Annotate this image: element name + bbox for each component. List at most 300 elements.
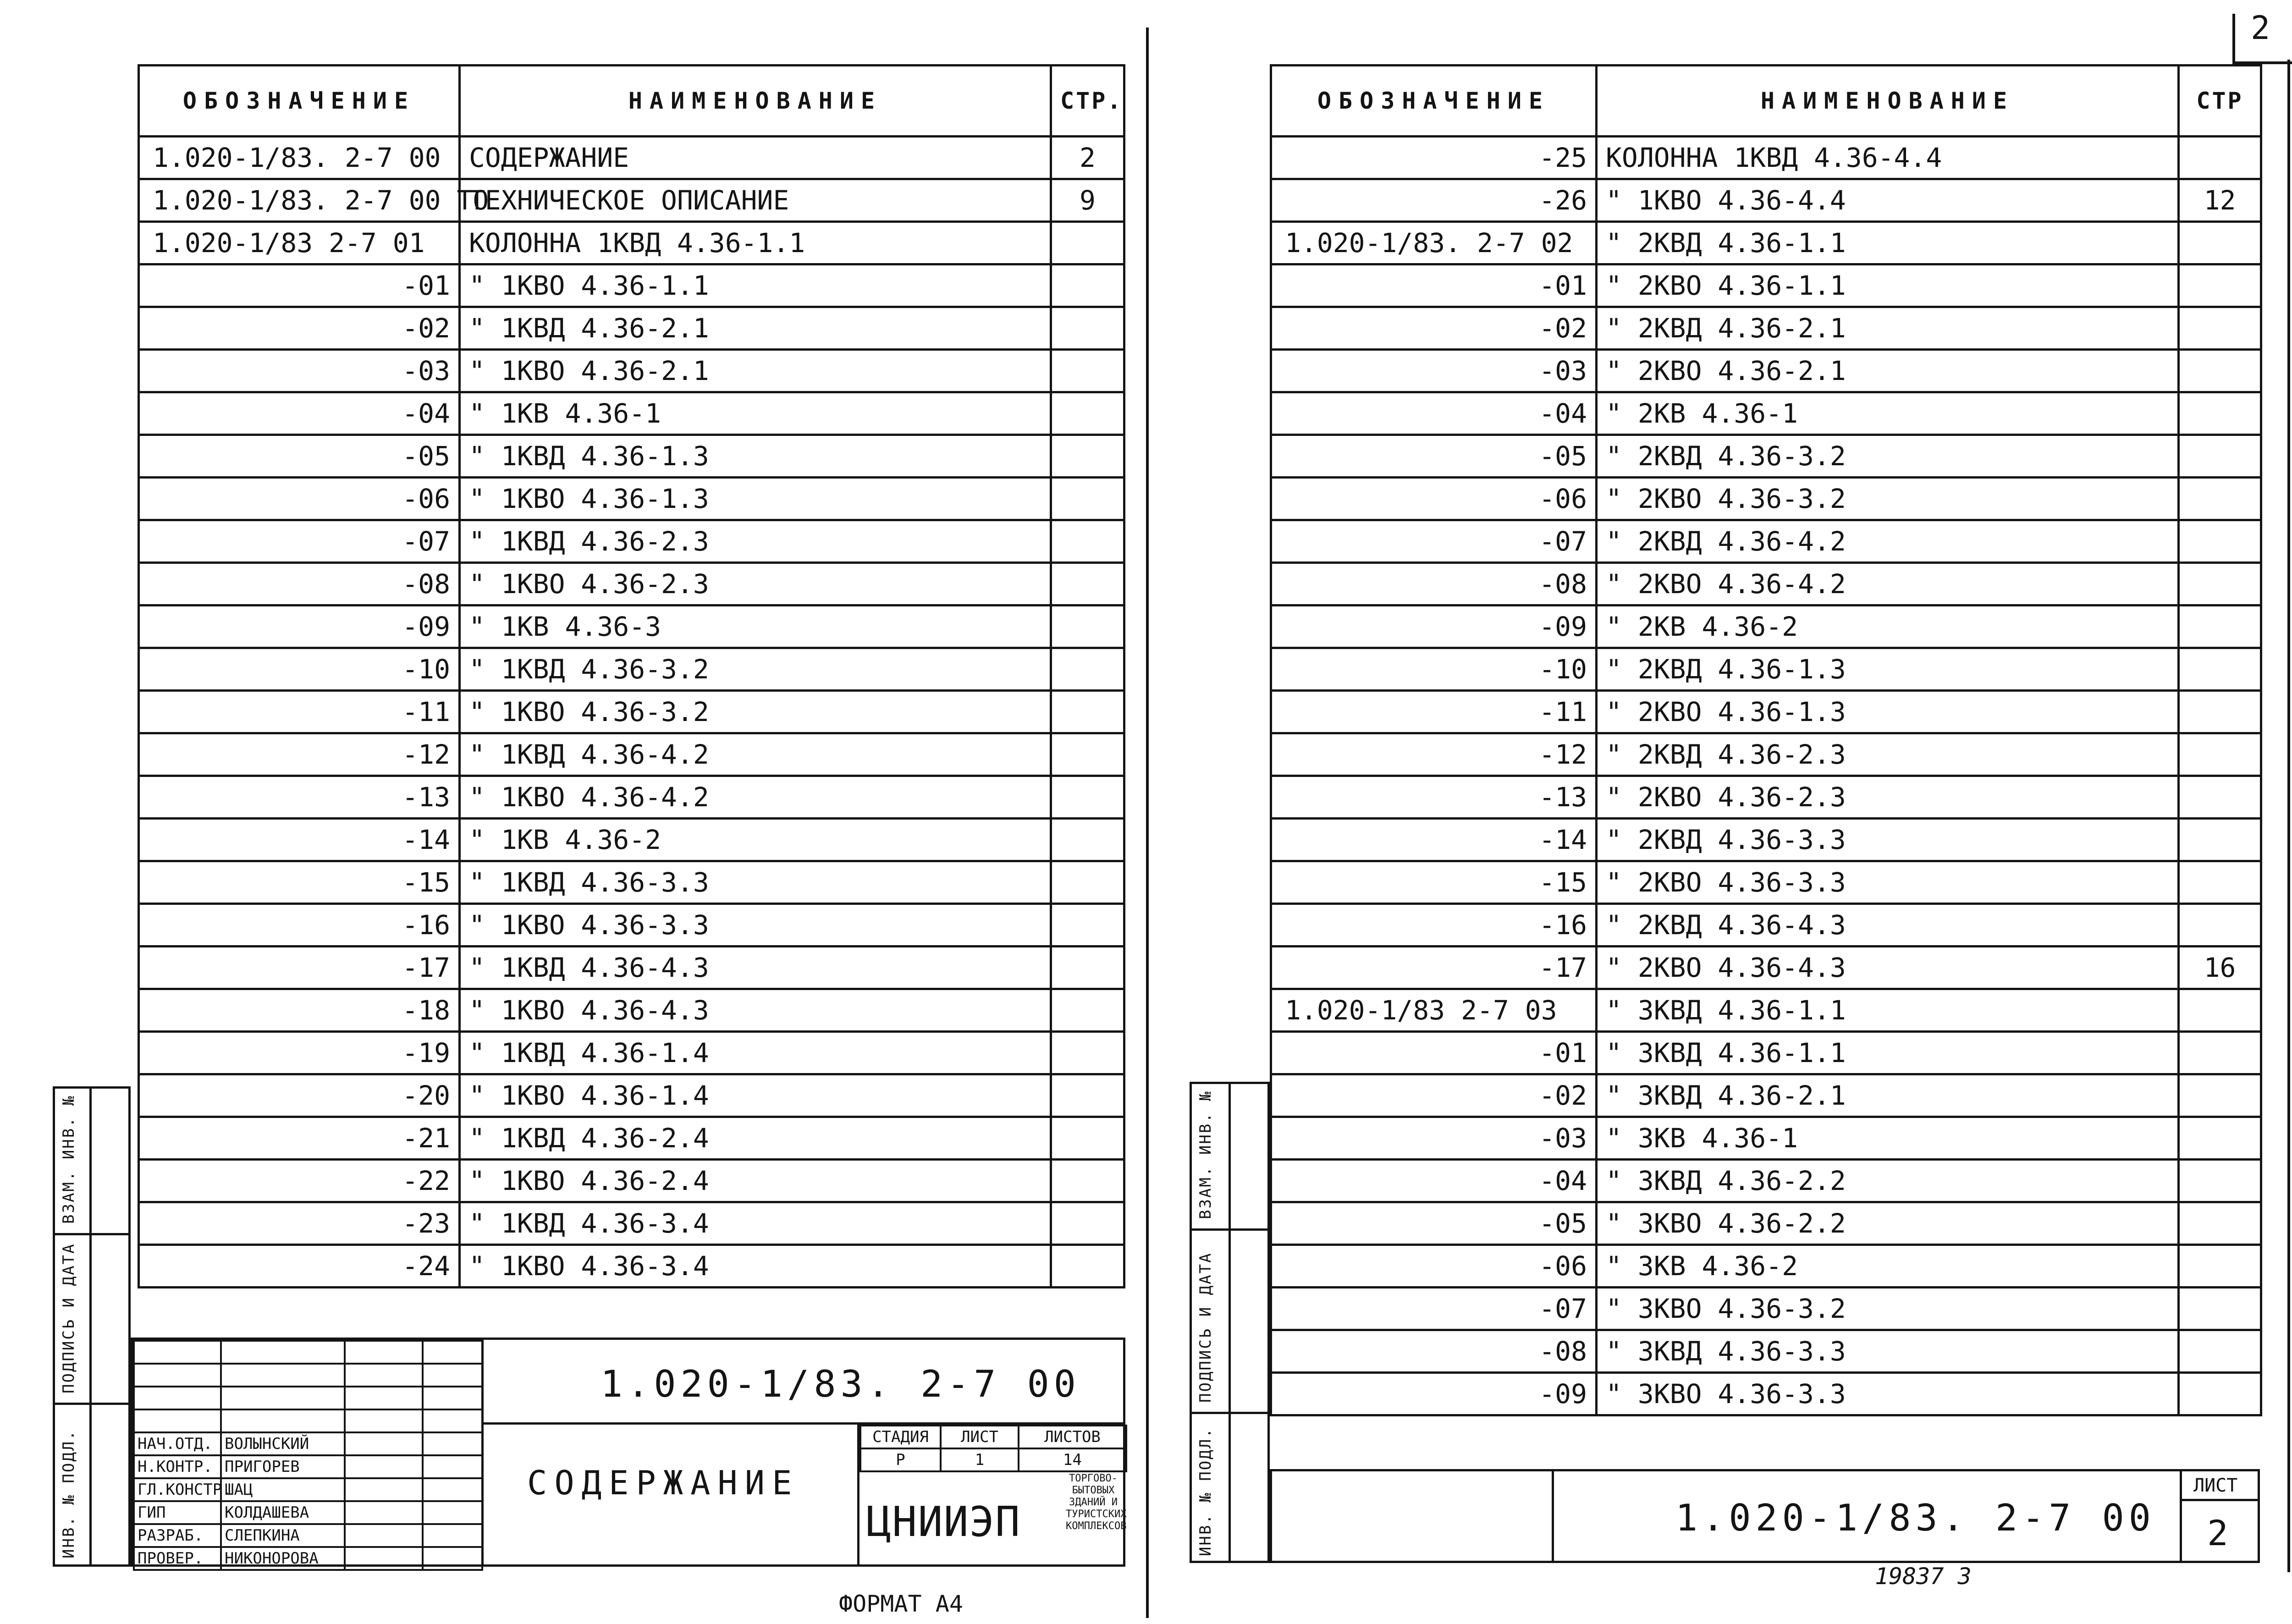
row-page: [1051, 350, 1124, 392]
row-page: [1051, 776, 1124, 819]
signature-date: [423, 1432, 482, 1455]
row-page: 16: [2179, 947, 2261, 989]
row-page: [1051, 648, 1124, 691]
label-vzam-inv-left: ВЗАМ. ИНВ. №: [60, 1095, 78, 1224]
row-name: " 1КВО 4.36-3.2: [460, 691, 1051, 733]
signature-date: [423, 1455, 482, 1478]
table-row: [139, 478, 1124, 520]
row-designation: -06: [1271, 1245, 1597, 1288]
row-page: [2179, 989, 2261, 1032]
footnote-number: 19837 3: [1875, 1563, 1972, 1590]
row-designation: -04: [1271, 392, 1597, 435]
row-name: " 2КВД 4.36-3.3: [1597, 819, 2179, 861]
row-name: " 2КВО 4.36-4.3: [1597, 947, 2179, 989]
table-row: [139, 350, 1124, 392]
table-row: [139, 435, 1124, 478]
signature-name: ПРИГОРЕВ: [221, 1455, 345, 1478]
row-name: " 1КВД 4.36-3.2: [460, 648, 1051, 691]
label-podpis-data-left: ПОДПИСЬ И ДАТА: [60, 1243, 78, 1393]
table-row: [139, 819, 1124, 861]
row-page: [2179, 1074, 2261, 1117]
signature-date: [423, 1478, 482, 1501]
row-page: [1051, 478, 1124, 520]
row-name: " 1КВД 4.36-2.1: [460, 307, 1051, 350]
header-name: НАИМЕНОВАНИЕ: [1597, 66, 2179, 137]
signature-mark: [345, 1478, 423, 1501]
row-page: [1051, 819, 1124, 861]
row-page: [2179, 1160, 2261, 1202]
signature-mark: [345, 1524, 423, 1547]
table-row: [1271, 904, 2261, 947]
table-row: [139, 947, 1124, 989]
row-designation: -25: [1271, 137, 1597, 179]
signature-name: ВОЛЫНСКИЙ: [221, 1432, 345, 1455]
signature-row: [134, 1432, 482, 1455]
table-row: [139, 179, 1124, 222]
signature-name: КОЛДАШЕВА: [221, 1501, 345, 1524]
row-page: [1051, 435, 1124, 478]
label-inv-podl-right: ИНВ. № ПОДЛ.: [1196, 1427, 1215, 1556]
table-row: [139, 691, 1124, 733]
right-strip-h2: [1190, 1412, 1270, 1414]
signature-date: [423, 1501, 482, 1524]
row-designation: 1.020-1/83. 2-7 00: [139, 137, 460, 179]
table-row: [139, 1245, 1124, 1288]
row-name: " 1КВД 4.36-3.3: [460, 861, 1051, 904]
right-stamp-sheet-label: ЛИСТ: [2193, 1475, 2238, 1496]
row-designation: -05: [1271, 435, 1597, 478]
row-name: " 1КВД 4.36-4.3: [460, 947, 1051, 989]
row-name: " 1КВД 4.36-1.3: [460, 435, 1051, 478]
table-row: [1271, 307, 2261, 350]
table-row: [1271, 222, 2261, 264]
row-name: " 2КВО 4.36-4.2: [1597, 563, 2179, 606]
sheets-label: ЛИСТОВ: [1019, 1426, 1126, 1448]
table-row: [1271, 392, 2261, 435]
row-page: [1051, 520, 1124, 563]
table-row: [1271, 137, 2261, 179]
row-page: [2179, 648, 2261, 691]
stage-table: [860, 1425, 1127, 1472]
row-name: КОЛОННА 1КВД 4.36-1.1: [460, 222, 1051, 264]
right-stamp-divider-v2: [2180, 1471, 2182, 1563]
table-row: [139, 1032, 1124, 1074]
row-page: 2: [1051, 137, 1124, 179]
table-row: [139, 861, 1124, 904]
right-stamp-code: 1.020-1/83. 2-7 00: [1675, 1497, 2155, 1539]
row-name: " 3КВД 4.36-2.2: [1597, 1160, 2179, 1202]
row-page: [1051, 1074, 1124, 1117]
table-row: [139, 904, 1124, 947]
left-header-row: [139, 66, 1124, 137]
table-row: [139, 606, 1124, 648]
table-row: [1271, 1245, 2261, 1288]
org-logo: ЦНИИЭП: [866, 1498, 1021, 1546]
table-row: [1271, 648, 2261, 691]
row-page: 9: [1051, 179, 1124, 222]
right-title-block: [1270, 1469, 2260, 1563]
signature-mark: [345, 1501, 423, 1524]
row-designation: -07: [1271, 520, 1597, 563]
label-vzam-inv-right: ВЗАМ. ИНВ. №: [1196, 1090, 1215, 1219]
row-designation: -19: [139, 1032, 460, 1074]
table-row: [139, 563, 1124, 606]
table-row: [1271, 947, 2261, 989]
row-name: " 1КВО 4.36-2.3: [460, 563, 1051, 606]
signature-mark: [345, 1455, 423, 1478]
row-page: [1051, 1160, 1124, 1202]
row-page: [1051, 307, 1124, 350]
header-designation: ОБОЗНАЧЕНИЕ: [1271, 66, 1597, 137]
row-page: [1051, 861, 1124, 904]
row-designation: -10: [1271, 648, 1597, 691]
row-page: [2179, 1245, 2261, 1288]
row-designation: -13: [1271, 776, 1597, 819]
row-page: [2179, 222, 2261, 264]
row-designation: -03: [139, 350, 460, 392]
row-page: [1051, 222, 1124, 264]
sheet-number-top: 2: [2251, 9, 2270, 47]
row-page: [1051, 989, 1124, 1032]
row-page: [2179, 733, 2261, 776]
row-page: [2179, 691, 2261, 733]
row-name: " 1КВО 4.36-1.1: [460, 264, 1051, 307]
table-row: [139, 989, 1124, 1032]
row-name: " 2КВ 4.36-1: [1597, 392, 2179, 435]
row-page: [1051, 1245, 1124, 1288]
row-name: " 1КВО 4.36-3.3: [460, 904, 1051, 947]
row-designation: -02: [1271, 1074, 1597, 1117]
row-designation: -03: [1271, 1117, 1597, 1160]
row-designation: -07: [139, 520, 460, 563]
row-name: " 3КВД 4.36-2.1: [1597, 1074, 2179, 1117]
row-designation: -17: [139, 947, 460, 989]
row-name: " 2КВО 4.36-2.1: [1597, 350, 2179, 392]
row-page: [2179, 1202, 2261, 1245]
row-designation: -03: [1271, 350, 1597, 392]
row-name: " 2КВО 4.36-3.2: [1597, 478, 2179, 520]
table-row: [1271, 776, 2261, 819]
row-name: " 2КВО 4.36-3.3: [1597, 861, 2179, 904]
table-row: [1271, 1288, 2261, 1330]
row-name: " 1КВД 4.36-2.3: [460, 520, 1051, 563]
row-designation: -22: [139, 1160, 460, 1202]
table-row: [139, 648, 1124, 691]
header-page: СТР: [2179, 66, 2261, 137]
table-row: [139, 1074, 1124, 1117]
row-name: " 2КВ 4.36-2: [1597, 606, 2179, 648]
row-designation: -11: [139, 691, 460, 733]
row-page: [1051, 1032, 1124, 1074]
row-designation: -06: [1271, 478, 1597, 520]
row-designation: -04: [139, 392, 460, 435]
row-designation: 1.020-1/83. 2-7 00 ТО: [139, 179, 460, 222]
row-designation: -16: [139, 904, 460, 947]
table-row: [139, 222, 1124, 264]
row-designation: -26: [1271, 179, 1597, 222]
header-name: НАИМЕНОВАНИЕ: [460, 66, 1051, 137]
row-page: [2179, 478, 2261, 520]
left-strip-h1: [53, 1233, 131, 1235]
row-page: [2179, 392, 2261, 435]
row-name: " 2КВД 4.36-4.3: [1597, 904, 2179, 947]
row-designation: 1.020-1/83 2-7 03: [1271, 989, 1597, 1032]
format-label: ФОРМАТ А4: [839, 1591, 963, 1617]
row-designation: -12: [1271, 733, 1597, 776]
right-stamp-divider-h: [2180, 1499, 2260, 1501]
signature-name: СЛЕПКИНА: [221, 1524, 345, 1547]
row-page: [2179, 435, 2261, 478]
row-name: " 1КВО 4.36-4.2: [460, 776, 1051, 819]
row-designation: -14: [1271, 819, 1597, 861]
row-page: [2179, 137, 2261, 179]
row-name: " 2КВД 4.36-3.2: [1597, 435, 2179, 478]
row-name: " 3КВО 4.36-3.3: [1597, 1373, 2179, 1415]
row-name: " 1КВД 4.36-3.4: [460, 1202, 1051, 1245]
row-name: " 1КВ 4.36-2: [460, 819, 1051, 861]
row-name: " 1КВД 4.36-4.2: [460, 733, 1051, 776]
label-podpis-data-right: ПОДПИСЬ И ДАТА: [1196, 1252, 1215, 1403]
table-row: [1271, 350, 2261, 392]
row-page: [2179, 819, 2261, 861]
header-page: СТР.: [1051, 66, 1124, 137]
row-name: КОЛОННА 1КВД 4.36-4.4: [1597, 137, 2179, 179]
signature-mark: [345, 1547, 423, 1570]
signature-row: [134, 1501, 482, 1524]
row-designation: -08: [139, 563, 460, 606]
right-contents-table: [1270, 64, 2262, 1416]
right-strip-divider: [1229, 1082, 1231, 1563]
left-stamp-title: СОДЕРЖАНИЕ: [527, 1464, 799, 1502]
row-designation: 1.020-1/83. 2-7 02: [1271, 222, 1597, 264]
row-page: [2179, 1288, 2261, 1330]
signature-role: НАЧ.ОТД.: [134, 1432, 221, 1455]
row-designation: -05: [1271, 1202, 1597, 1245]
row-page: [2179, 264, 2261, 307]
row-designation: -23: [139, 1202, 460, 1245]
stage-label: СТАДИЯ: [860, 1426, 941, 1448]
stage-value: Р: [860, 1448, 941, 1471]
label-inv-podl-left: ИНВ. № ПОДЛ.: [60, 1429, 78, 1558]
table-row: [139, 307, 1124, 350]
table-row: [139, 137, 1124, 179]
row-designation: -18: [139, 989, 460, 1032]
row-page: [1051, 606, 1124, 648]
row-designation: -13: [139, 776, 460, 819]
table-row: [1271, 1202, 2261, 1245]
left-contents-table: [138, 64, 1125, 1288]
table-row: [139, 264, 1124, 307]
row-page: [2179, 606, 2261, 648]
signature-role: ГИП: [134, 1501, 221, 1524]
table-row: [139, 1202, 1124, 1245]
header-designation: ОБОЗНАЧЕНИЕ: [139, 66, 460, 137]
row-designation: 1.020-1/83 2-7 01: [139, 222, 460, 264]
row-name: " 1КВО 4.36-1.4: [460, 1074, 1051, 1117]
table-row: [139, 1117, 1124, 1160]
row-name: СОДЕРЖАНИЕ: [460, 137, 1051, 179]
table-row: [1271, 606, 2261, 648]
sheets-value: 14: [1019, 1448, 1126, 1471]
table-row: [1271, 264, 2261, 307]
signature-mark: [345, 1432, 423, 1455]
row-page: [2179, 307, 2261, 350]
row-page: [2179, 350, 2261, 392]
row-name: " 1КВО 4.36-4.3: [460, 989, 1051, 1032]
left-strip-h2: [53, 1403, 131, 1405]
table-row: [1271, 819, 2261, 861]
signature-role: ГЛ.КОНСТР.: [134, 1478, 221, 1501]
row-designation: -15: [139, 861, 460, 904]
table-row: [1271, 435, 2261, 478]
row-name: " 3КВО 4.36-3.2: [1597, 1288, 2179, 1330]
signature-role: ПРОВЕР.: [134, 1547, 221, 1570]
row-designation: -01: [1271, 264, 1597, 307]
row-designation: -20: [139, 1074, 460, 1117]
right-table-body: [1271, 137, 2261, 1415]
table-row: [1271, 179, 2261, 222]
signatures-table: [133, 1340, 483, 1571]
table-row: [1271, 691, 2261, 733]
table-row: [139, 520, 1124, 563]
right-strip-h1: [1190, 1228, 1270, 1231]
table-row: [1271, 520, 2261, 563]
signatures-list: [134, 1432, 482, 1570]
row-name: " 3КВ 4.36-2: [1597, 1245, 2179, 1288]
row-name: " 1КВО 4.36-2.4: [460, 1160, 1051, 1202]
row-page: [1051, 264, 1124, 307]
row-name: " 3КВД 4.36-1.1: [1597, 989, 2179, 1032]
left-strip-divider: [89, 1086, 92, 1567]
table-row: [1271, 478, 2261, 520]
row-designation: -09: [1271, 1373, 1597, 1415]
top-mark-vertical: [2232, 14, 2235, 64]
row-name: " 2КВД 4.36-1.1: [1597, 222, 2179, 264]
row-designation: -01: [1271, 1032, 1597, 1074]
table-row: [1271, 733, 2261, 776]
row-designation: -15: [1271, 861, 1597, 904]
row-page: [1051, 947, 1124, 989]
row-designation: -14: [139, 819, 460, 861]
right-stamp-sheet-value: 2: [2207, 1513, 2228, 1553]
row-designation: -05: [139, 435, 460, 478]
row-designation: -17: [1271, 947, 1597, 989]
row-page: [1051, 563, 1124, 606]
table-row: [1271, 989, 2261, 1032]
org-description: ТОРГОВО-БЫТОВЫХ ЗДАНИЙ И ТУРИСТСКИХ КОМПЛЕКСОВ: [1066, 1473, 1127, 1532]
left-table-body: [139, 137, 1124, 1288]
row-page: [1051, 904, 1124, 947]
row-designation: -11: [1271, 691, 1597, 733]
row-page: [2179, 904, 2261, 947]
row-name: " 2КВД 4.36-2.1: [1597, 307, 2179, 350]
row-designation: -04: [1271, 1160, 1597, 1202]
row-page: [2179, 776, 2261, 819]
signature-role: РАЗРАБ.: [134, 1524, 221, 1547]
right-stamp-divider-v1: [1552, 1471, 1554, 1563]
stamp-divider-v1: [481, 1340, 484, 1567]
table-row: [1271, 861, 2261, 904]
row-page: [2179, 520, 2261, 563]
row-designation: -08: [1271, 1330, 1597, 1373]
row-name: " 1КВО 4.36-3.4: [460, 1245, 1051, 1288]
table-row: [139, 776, 1124, 819]
row-designation: -09: [1271, 606, 1597, 648]
row-name: " 3КВД 4.36-1.1: [1597, 1032, 2179, 1074]
row-designation: -12: [139, 733, 460, 776]
table-row: [1271, 1160, 2261, 1202]
left-title-block: [131, 1338, 1125, 1567]
row-designation: -02: [139, 307, 460, 350]
signature-role: Н.КОНТР.: [134, 1455, 221, 1478]
row-designation: -06: [139, 478, 460, 520]
row-page: [1051, 1202, 1124, 1245]
right-border-line: [2287, 60, 2290, 1572]
row-name: " 3КВ 4.36-1: [1597, 1117, 2179, 1160]
row-page: [1051, 691, 1124, 733]
row-designation: -24: [139, 1245, 460, 1288]
row-name: " 1КВД 4.36-2.4: [460, 1117, 1051, 1160]
left-stamp-code: 1.020-1/83. 2-7 00: [601, 1363, 1080, 1405]
row-name: " 1КВ 4.36-1: [460, 392, 1051, 435]
row-name: " 1КВО 4.36-2.1: [460, 350, 1051, 392]
row-page: [1051, 392, 1124, 435]
row-designation: -08: [1271, 563, 1597, 606]
page-separator: [1146, 28, 1149, 1618]
row-designation: -07: [1271, 1288, 1597, 1330]
row-page: [2179, 1373, 2261, 1415]
row-name: " 1КВД 4.36-1.4: [460, 1032, 1051, 1074]
row-page: [2179, 1330, 2261, 1373]
signature-row: [134, 1524, 482, 1547]
table-row: [1271, 1330, 2261, 1373]
signature-row: [134, 1478, 482, 1501]
row-designation: -01: [139, 264, 460, 307]
row-designation: -21: [139, 1117, 460, 1160]
signature-row: [134, 1547, 482, 1570]
signature-date: [423, 1524, 482, 1547]
row-page: [2179, 1032, 2261, 1074]
table-row: [1271, 563, 2261, 606]
table-row: [1271, 1373, 2261, 1415]
right-header-row: [1271, 66, 2261, 137]
row-name: " 1КВО 4.36-4.4: [1597, 179, 2179, 222]
row-page: 12: [2179, 179, 2261, 222]
row-name: " 2КВД 4.36-1.3: [1597, 648, 2179, 691]
row-page: [1051, 1117, 1124, 1160]
table-row: [139, 1160, 1124, 1202]
table-row: [1271, 1117, 2261, 1160]
row-designation: -02: [1271, 307, 1597, 350]
row-name: " 2КВО 4.36-2.3: [1597, 776, 2179, 819]
row-page: [1051, 733, 1124, 776]
table-row: [1271, 1074, 2261, 1117]
row-page: [2179, 563, 2261, 606]
row-name: ТЕХНИЧЕСКОЕ ОПИСАНИЕ: [460, 179, 1051, 222]
row-page: [2179, 861, 2261, 904]
row-page: [2179, 1117, 2261, 1160]
row-designation: -09: [139, 606, 460, 648]
row-name: " 2КВД 4.36-4.2: [1597, 520, 2179, 563]
signature-name: ШАЦ: [221, 1478, 345, 1501]
row-name: " 3КВД 4.36-3.3: [1597, 1330, 2179, 1373]
table-row: [1271, 1032, 2261, 1074]
row-designation: -16: [1271, 904, 1597, 947]
signature-date: [423, 1547, 482, 1570]
signature-row: [134, 1455, 482, 1478]
row-name: " 2КВО 4.36-1.3: [1597, 691, 2179, 733]
signature-name: НИКОНОРОВА: [221, 1547, 345, 1570]
